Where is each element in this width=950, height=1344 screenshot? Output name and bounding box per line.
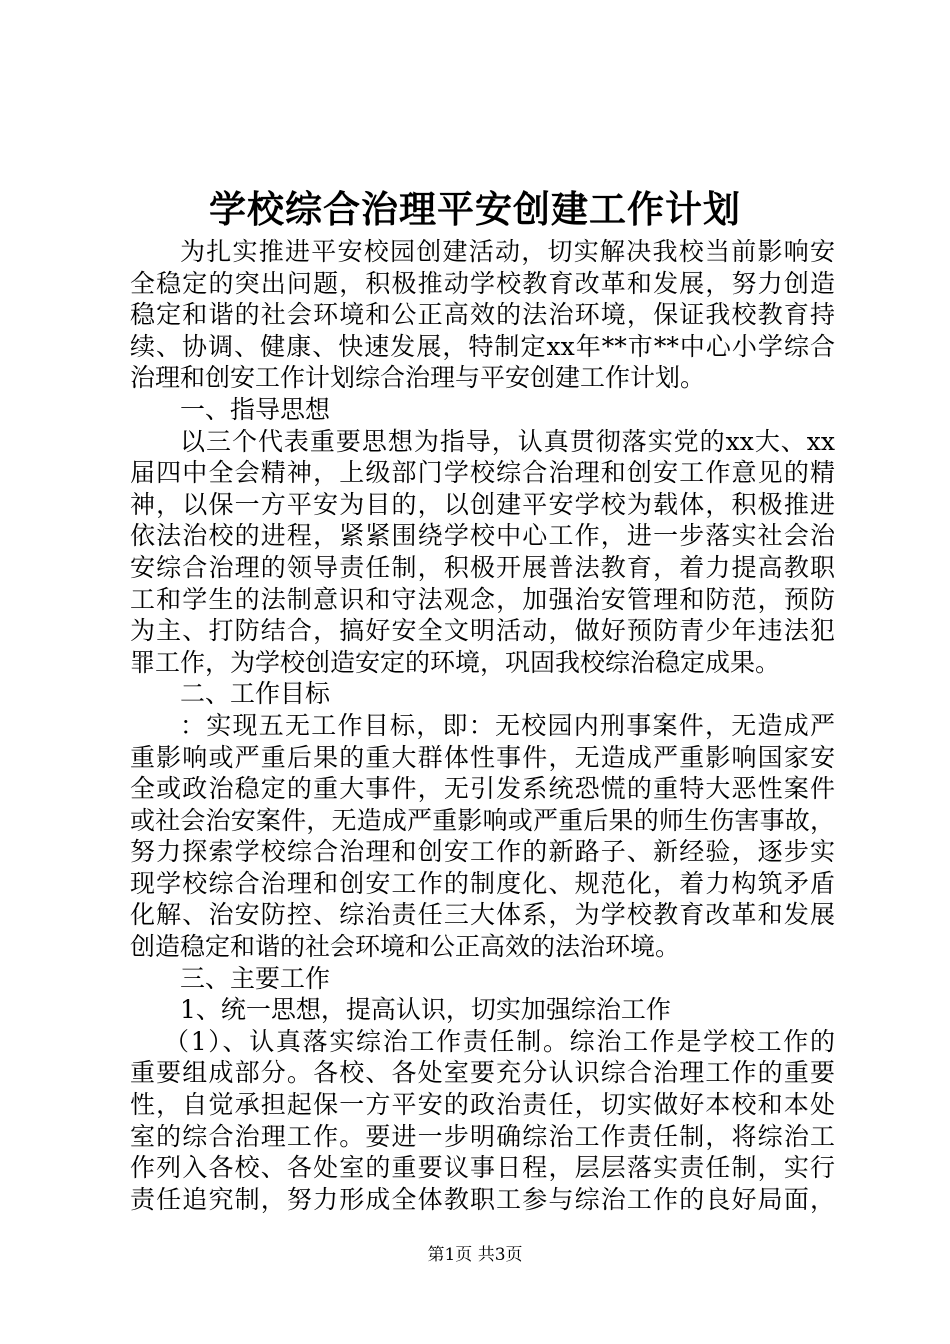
- body-line: 为扎实推进平安校园创建活动，切实解决我校当前影响安: [180, 237, 835, 266]
- body-line: 全稳定的突出问题，积极推动学校教育改革和发展，努力创造: [130, 268, 835, 298]
- body-line: 重影响或严重后果的重大群体性事件，无造成严重影响国家安: [130, 742, 835, 772]
- body-line: 责任追究制，努力形成全体教职工参与综治工作的良好局面，: [130, 1184, 835, 1214]
- body-line: 创造稳定和谐的社会环境和公正高效的法治环境。: [130, 932, 681, 962]
- body-line: 工和学生的法制意识和守法观念，加强治安管理和防范，预防: [130, 584, 835, 614]
- body-line: 室的综合治理工作。要进一步明确综治工作责任制，将综治工: [130, 1121, 835, 1151]
- page-footer: 第1页 共3页: [427, 1245, 523, 1265]
- body-line: 重要组成部分。各校、各处室要充分认识综合治理工作的重要: [130, 1058, 835, 1088]
- body-line: 治理和创安工作计划综合治理与平安创建工作计划。: [130, 363, 706, 393]
- document-title: 学校综合治理平安创建工作计划: [209, 187, 741, 231]
- body-line: 性，自觉承担起保一方平安的政治责任，切实做好本校和本处: [130, 1090, 835, 1120]
- body-line: 为主、打防结合，搞好安全文明活动，做好预防青少年违法犯: [130, 616, 835, 646]
- body-line: 续、协调、健康、快速发展，特制定xx年**市**中心小学综合: [130, 331, 835, 361]
- body-line: 罪工作，为学校创造安定的环境，巩固我校综治稳定成果。: [130, 647, 781, 677]
- body-line: 以三个代表重要思想为指导，认真贯彻落实党的xx大、xx: [180, 426, 835, 456]
- body-line: 届四中全会精神，上级部门学校综合治理和创安工作意见的精: [130, 458, 835, 488]
- section-heading-main-work: 三、主要工作: [180, 963, 331, 993]
- body-line: ：实现五无工作目标，即：无校园内刑事案件，无造成严: [180, 710, 835, 740]
- body-line: 努力探索学校综合治理和创安工作的新路子、新经验，逐步实: [130, 837, 835, 867]
- body-line: 作列入各校、各处室的重要议事日程，层层落实责任制，实行: [130, 1153, 835, 1183]
- section-heading-guiding-thought: 一、指导思想: [180, 394, 331, 424]
- body-line: 依法治校的进程，紧紧围绕学校中心工作，进一步落实社会治: [130, 521, 835, 551]
- body-line: 神，以保一方平安为目的，以创建平安学校为载体，积极推进: [130, 489, 835, 519]
- body-line: 或社会治安案件，无造成严重影响或严重后果的师生伤害事故，: [130, 805, 835, 835]
- body-line: 现学校综合治理和创安工作的制度化、规范化，着力构筑矛盾: [130, 868, 835, 898]
- document-body: [130, 236, 835, 1215]
- section-heading-work-goals: 二、工作目标: [180, 679, 331, 709]
- body-line: 稳定和谐的社会环境和公正高效的法治环境，保证我校教育持: [130, 300, 835, 330]
- subsection-heading: 1、统一思想，提高认识，切实加强综治工作: [180, 995, 671, 1025]
- body-line: 化解、治安防控、综治责任三大体系，为学校教育改革和发展: [130, 900, 835, 930]
- body-line: （1）、认真落实综治工作责任制。综治工作是学校工作的: [164, 1026, 835, 1056]
- body-line: 安综合治理的领导责任制，积极开展普法教育，着力提高教职: [130, 552, 835, 582]
- body-line: 全或政治稳定的重大事件，无引发系统恐慌的重特大恶性案件: [130, 774, 835, 804]
